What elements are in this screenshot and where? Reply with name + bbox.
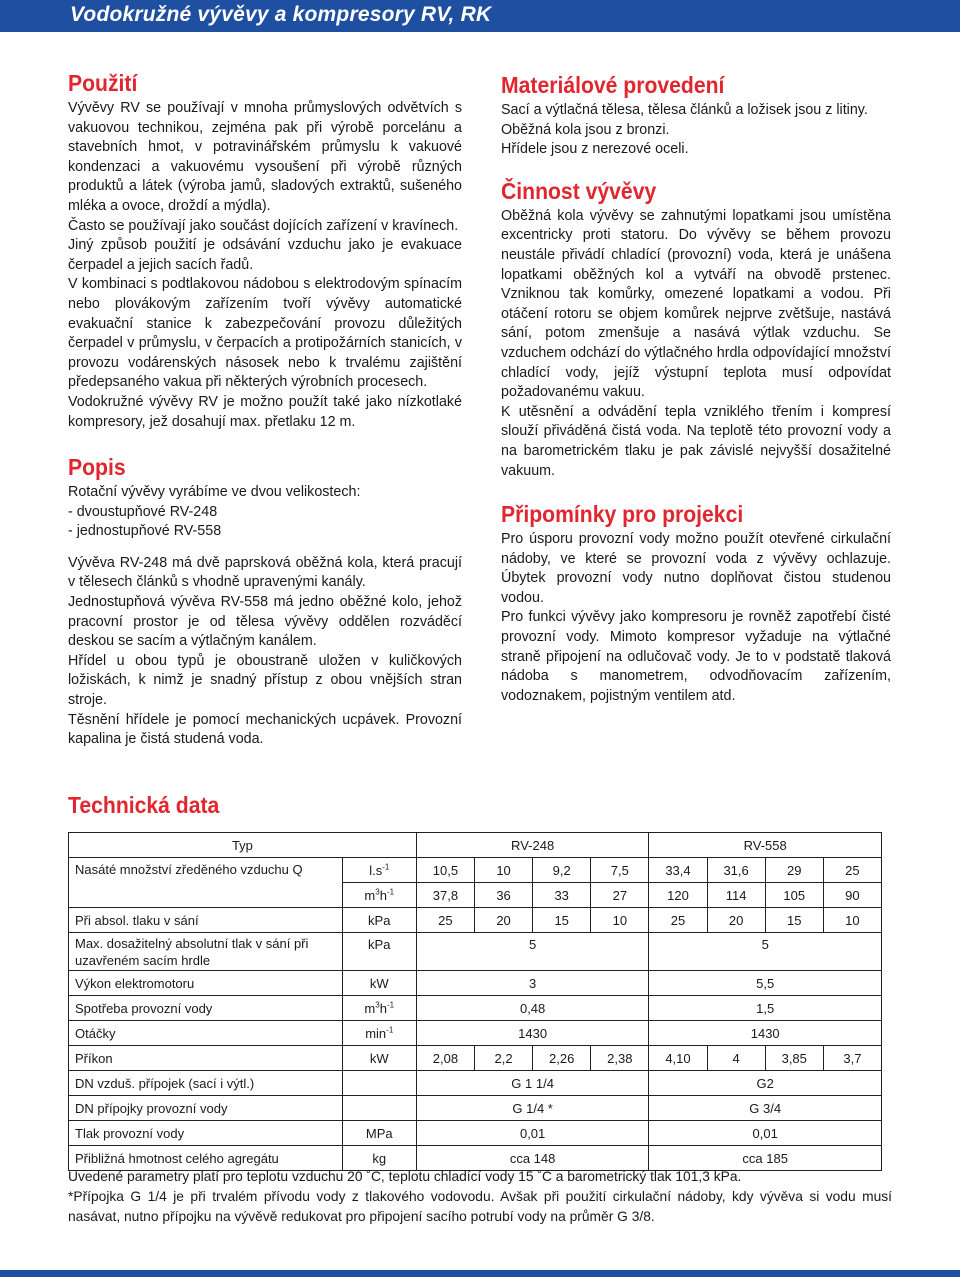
table-cell: 2,38 [591, 1046, 649, 1071]
table-cell: 3,85 [765, 1046, 823, 1071]
row-unit: $m^3h^{-1}$ [342, 996, 416, 1021]
popis-item-rv558: - jednostupňové RV-558 [68, 523, 222, 540]
table-cell: 3,7 [823, 1046, 881, 1071]
table-row [69, 1071, 882, 1096]
table-cell: G 1 1/4 [416, 1071, 649, 1096]
row-label: Max. dosažitelný absolutní tlak v sání při uzavřeném sacím hrdle [69, 933, 343, 971]
popis-paragraph-5: Jednostupňová vývěva RV-558 má jedno oběžné kolo, jehož pracovní prostor je od tělesa vývěvy oddělen rozváděcí deskou se sacím a výtlačným kanálem. [68, 594, 462, 650]
table-cell: 9,2 [533, 858, 591, 883]
row-unit: kW [342, 971, 416, 996]
table-row [69, 1046, 882, 1071]
row-label: Tlak provozní vody [69, 1121, 343, 1146]
table-cell: 15 [765, 908, 823, 933]
row-label: Otáčky [69, 1021, 343, 1046]
table-cell: 5,5 [649, 971, 882, 996]
row-label: Při absol. tlaku v sání [69, 908, 343, 933]
table-cell: 5 [649, 933, 882, 971]
section-heading-material: Materiálové provedení [501, 72, 725, 98]
table-row [69, 933, 882, 971]
table-cell: 1430 [649, 1021, 882, 1046]
row-unit: kg [342, 1146, 416, 1171]
footnote-conditions: Uvedené parametry platí pro teplotu vzduchu 20 ˚C, teplotu chladící vody 15 ˚C a barometrický tlak 101,3 kPa. [68, 1169, 742, 1184]
page-title: Vodokružné vývěvy a kompresory RV, RK [70, 3, 492, 26]
table-cell: 2,26 [533, 1046, 591, 1071]
section-heading-pouziti: Použití [68, 70, 138, 96]
table-cell: 33 [533, 883, 591, 908]
pripominky-paragraph-1: Pro úsporu provozní vody možno použít otevřené cirkulační nádoby, ve které se provozní voda z vývěvy ochlazuje. Úbytek provozní vody nutno doplňovat čistou studenou vodou. [501, 531, 891, 606]
popis-paragraph-4: Vývěva RV-248 má dvě paprsková oběžná kola, která pracují v tělesech článků s vhodně upravenými kanály. [68, 554, 462, 591]
footer-bar [0, 1270, 960, 1277]
table-cell: 0,01 [649, 1121, 882, 1146]
table-cell: 25 [823, 858, 881, 883]
table-row [69, 971, 882, 996]
footnote-connection: *Přípojka G 1/4 je při trvalém přívodu vody z tlakového vodovodu. Avšak při použití cirkulační nádoby, kdy vývěva si vodu musí nasávat, nutno přípojku na vývěvě redukovat pro připojení sacího potrubí vody na průměr G 3/8. [68, 1189, 892, 1224]
table-cell: 4 [707, 1046, 765, 1071]
table-header-row [69, 833, 882, 858]
pouziti-paragraph-4: V kombinaci s podtlakovou nádobou s elektrodovým spínacím nebo plovákovým zařízením tvoří vývěvy automatické evakuační stanice k zabezpečování provozu důležitých čerpadel v průmyslu, v čerpacích a protipožárních stanicích, v provozu vodárenských násosek nebo k trvalému zajištění předepsaného vakua při některých výrobních procesech. [68, 276, 462, 391]
table-cell: 33,4 [649, 858, 707, 883]
table-cell: 10 [823, 908, 881, 933]
section-heading-popis: Popis [68, 454, 126, 481]
table-cell: 27 [591, 883, 649, 908]
row-label: DN vzduš. přípojek (sací i výtl.) [69, 1071, 343, 1096]
row-unit [342, 1096, 416, 1121]
pouziti-paragraph-1: Vývěvy RV se používají v mnoha průmyslových odvětvích s vakuovou technikou, zejména pak při výrobě porcelánu a stavebních hmot, v potravinářském průmyslu k vakuové kondenzaci a vakuovému vysoušení při výrobě různých produktů a látek (výroba jamů, sladových extraktů, sušeného mléka a ovoce, droždí a mýdla). [68, 100, 462, 214]
material-paragraph-1: Sací a výtlačná tělesa, tělesa článků a ložisek jsou z litiny. [501, 102, 868, 118]
section-heading-cinnost: Činnost vývěvy [501, 177, 657, 204]
table-cell: 7,5 [591, 858, 649, 883]
table-cell: 31,6 [707, 858, 765, 883]
table-cell: 90 [823, 883, 881, 908]
popis-paragraph-1: Rotační vývěvy vyrábíme ve dvou velikostech: [68, 484, 361, 501]
table-cell: 2,08 [416, 1046, 474, 1071]
table-cell: 1,5 [649, 996, 882, 1021]
table-cell: 15 [533, 908, 591, 933]
popis-paragraph-7: Těsnění hřídele je pomocí mechanických ucpávek. Provozní kapalina je čistá studená voda. [68, 711, 462, 748]
table-cell: 37,8 [416, 883, 474, 908]
row-label: Nasáté množství zředěného vzduchu Q [69, 858, 343, 908]
table-row [69, 908, 882, 933]
table-cell: 0,01 [416, 1121, 649, 1146]
row-unit [342, 1071, 416, 1096]
pouziti-paragraph-5: Vodokružné vývěvy RV je možno použít také jako nízkotlaké kompresory, jež dosahují max. přetlaku 12 m. [68, 393, 462, 430]
table-cell: 25 [416, 908, 474, 933]
row-label: DN přípojky provozní vody [69, 1096, 343, 1121]
popis-paragraph-6: Hřídel u obou typů je oboustraně uložen v kuličkových ložiskách, k nimž je snadný přístup z obou vnějších stran stroje. [68, 652, 462, 709]
table-cell: G2 [649, 1071, 882, 1096]
table-cell: 29 [765, 858, 823, 883]
pripominky-paragraph-2: Pro funkci vývěvy jako kompresoru je rovněž zapotřebí čisté provozní vody. Mimoto kompresor vyžaduje na výtlačné straně připojení na odlučovač vody. Je to v podstatě tlaková nádoba s manometrem, odvodňovacím zařízením, vodoznakem, pojistným ventilem atd. [501, 609, 891, 704]
table-cell: 0,48 [416, 996, 649, 1021]
row-label: Spotřeba provozní vody [69, 996, 343, 1021]
row-unit: $m^3h^{-1}$ [342, 883, 416, 908]
pouziti-paragraph-3: Jiný způsob použití je odsávání vzduchu jako je evakuace čerpadel a jejich sacích řadů. [68, 237, 462, 273]
cinnost-paragraph-1: Oběžná kola vývěvy se zahnutými lopatkami jsou umístěna excentricky proti statoru. Do vývěvy se během provozu neustále přivádí chladící (provozní) voda, která je unášena lopatkami oběžných kol a vytváří na obvodě prstenec. Vzniknou tak komůrky, omezené lopatkami a vodou. Při otáčení rotoru se objem komůrek nejprve zvětšuje, nastává sání, potom zmenšuje a nasává výtlak vzduchu. Se vzduchem odchází do výtlačného hrdla odpovídající množství chladící vody, jejíž výstupní teplota musí odpovídat požadovanému vakuu. [501, 207, 891, 401]
table-cell: cca 185 [649, 1146, 882, 1171]
table-cell: 20 [707, 908, 765, 933]
section-heading-pripominky: Připomínky pro projekci [501, 501, 744, 528]
technical-data-table [68, 832, 882, 1171]
table-row [69, 858, 882, 883]
table-cell: 120 [649, 883, 707, 908]
table-cell: cca 148 [416, 1146, 649, 1171]
row-unit: $\min^{-1}$ [342, 1021, 416, 1046]
cinnost-paragraph-2: K utěsnění a odvádění tepla vzniklého třením i kompresí slouží přiváděná čistá voda. Na teplotě této provozní vody a na barometrickém tlaku je pak závislé nejvyšší dosažitelné vakuum. [501, 403, 891, 479]
row-label: Přibližná hmotnost celého agregátu [69, 1146, 343, 1171]
table-cell: 5 [416, 933, 649, 971]
table-cell: 10,5 [416, 858, 474, 883]
table-cell: 2,2 [474, 1046, 532, 1071]
row-unit: MPa [342, 1121, 416, 1146]
table-cell: 105 [765, 883, 823, 908]
table-header-rv248: RV-248 [416, 833, 649, 858]
material-paragraph-2: Oběžná kola jsou z bronzi. [501, 121, 670, 138]
table-cell: 3 [416, 971, 649, 996]
table-cell: 114 [707, 883, 765, 908]
table-row [69, 996, 882, 1021]
table-row [69, 1021, 882, 1046]
row-label: Výkon elektromotoru [69, 971, 343, 996]
row-unit: kW [342, 1046, 416, 1071]
table-cell: 1430 [416, 1021, 649, 1046]
popis-item-rv248: - dvoustupňové RV-248 [68, 503, 218, 520]
table-cell: 25 [649, 908, 707, 933]
table-cell: 10 [591, 908, 649, 933]
table-cell: 20 [474, 908, 532, 933]
table-cell: 4,10 [649, 1046, 707, 1071]
row-unit: $l.s^{-1}$ [342, 858, 416, 883]
section-heading-technicka-data: Technická data [68, 792, 220, 818]
pouziti-paragraph-2: Často se používají jako součást dojících zařízení v kravínech. [68, 217, 459, 234]
row-label: Příkon [69, 1046, 343, 1071]
row-unit: kPa [342, 933, 416, 971]
footnotes [68, 1167, 892, 1227]
table-cell: 36 [474, 883, 532, 908]
right-column [501, 72, 891, 706]
table-row [69, 1121, 882, 1146]
row-unit: kPa [342, 908, 416, 933]
table-cell: 10 [474, 858, 532, 883]
table-cell: G 3/4 [649, 1096, 882, 1121]
header-bar [0, 0, 960, 32]
left-column [68, 70, 462, 750]
table-row [69, 1096, 882, 1121]
table-cell: G 1/4 * [416, 1096, 649, 1121]
table-header-rv558: RV-558 [649, 833, 882, 858]
material-paragraph-3: Hřídele jsou z nerezové oceli. [501, 141, 689, 158]
table-header-typ: Typ [69, 833, 417, 858]
